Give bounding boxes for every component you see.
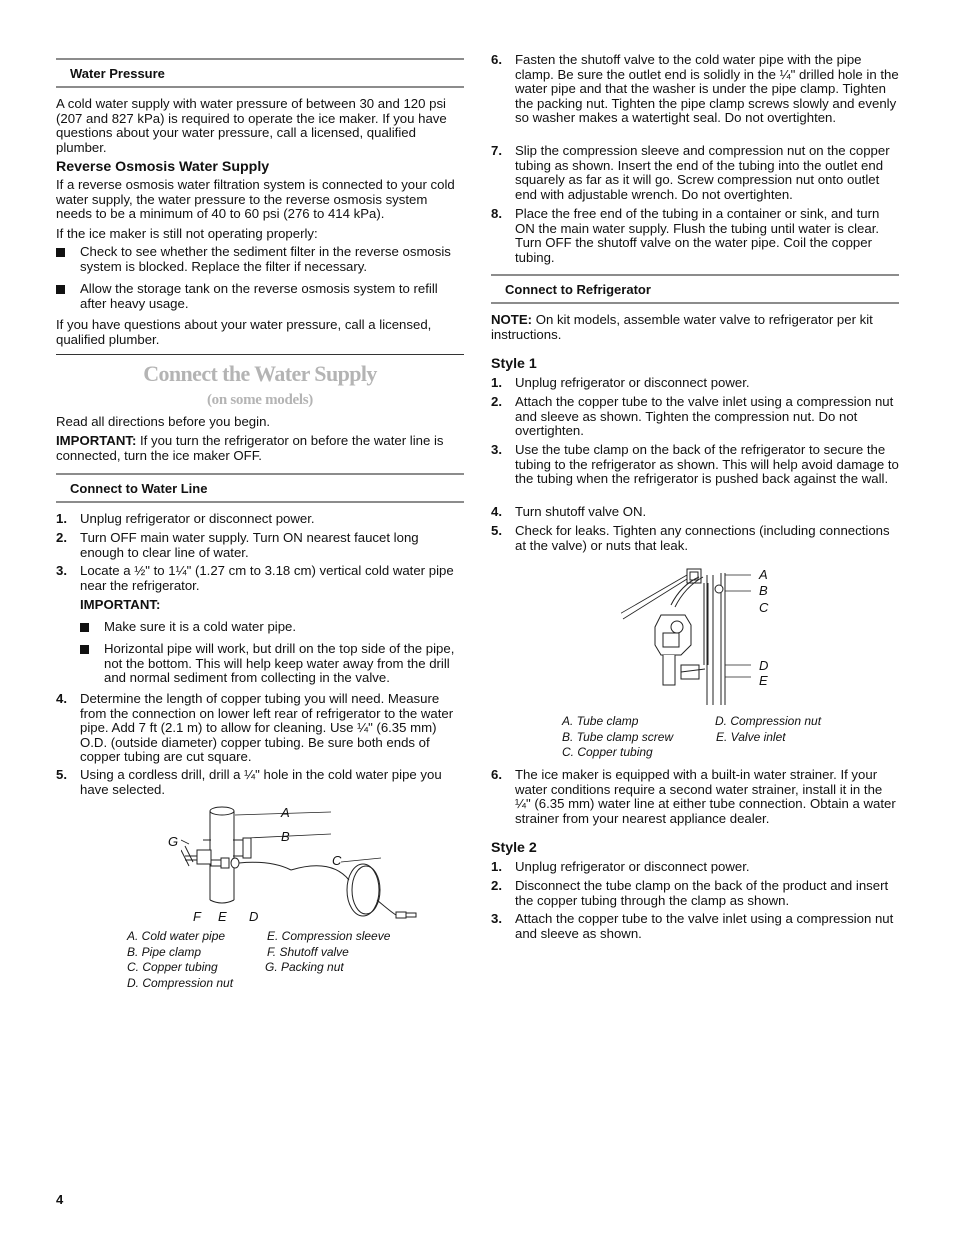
fig2-caption-a: A. Tube clamp xyxy=(562,714,639,728)
shutoff-valve-illustration xyxy=(181,800,421,925)
fig2-caption-d: D. Compression nut xyxy=(715,714,822,728)
step-item: 5. Using a cordless drill, drill a ¼" hole in the cold water pipe you have selected. xyxy=(56,767,442,797)
step-item: 4. Turn shutoff valve ON. xyxy=(491,504,647,519)
fig1-caption-a: A. Cold water pipe xyxy=(127,929,226,943)
fig1-caption-b: B. Pipe clamp xyxy=(127,945,202,959)
step-item: 3. Locate a ½" to 1¼" (1.27 cm to 3.18 cm) vertical cold water pipe near the refrigerator. xyxy=(56,563,454,593)
step3-bullet: Make sure it is a cold water pipe. xyxy=(80,620,464,635)
step-item: 6. The ice maker is equipped with a built-in water strainer. If your water conditions require a second water strainer, install it in the ¼" (6.35 mm) water line at either tube connection. Obtain a water strainer from your nearest appliance dealer. xyxy=(491,767,896,826)
fig1-label-e: E xyxy=(218,909,227,924)
style1-heading: Style 1 xyxy=(491,356,537,372)
step-item: 8. Place the free end of the tubing in a container or sink, and turn ON the main water supply. Flush the tubing until water is clear. Turn OFF the shutoff valve on the water pipe. Coil the copper tubing. xyxy=(491,206,880,265)
water-pressure-body: A cold water supply with water pressure of between 30 and 120 psi (207 and 827 kPa) is required to operate the ice maker. If you have questions about your water pressure, call a licensed, qualified plumber. xyxy=(56,96,447,155)
fig1-label-a: A xyxy=(281,805,290,820)
fig2-label-a: A xyxy=(759,567,768,582)
bullet-square-icon xyxy=(56,248,65,257)
fig2-label-d: D xyxy=(759,658,769,673)
step3-bullet: Horizontal pipe will work, but drill on the top side of the pipe, not the bottom. This will help keep water away from the drill and normal sediment from collecting in the valve. xyxy=(80,642,464,686)
fig1-caption-f: F. Shutoff valve xyxy=(267,945,349,959)
step-item: 6. Fasten the shutoff valve to the cold water pipe with the pipe clamp. Be sure the outlet end is solidly in the ¼" drilled hole in the water pipe and that the washer is under the pipe clamp. Tighten the packing nut. Tighten the pipe clamp screws slowly and evenly so washer makes a watertight seal. Do not overtighten. xyxy=(491,52,899,126)
step3-important: IMPORTANT: xyxy=(80,597,161,612)
fig1-label-f: F xyxy=(193,909,201,924)
fig2-label-b: B xyxy=(759,583,768,598)
connect-water-title: Connect the Water Supply xyxy=(143,361,377,386)
fig1-caption-d: D. Compression nut xyxy=(127,976,234,990)
ro-heading: Reverse Osmosis Water Supply xyxy=(56,159,270,175)
fig1-caption-g: G. Packing nut xyxy=(265,960,344,974)
step-item: 2. Disconnect the tube clamp on the back of the product and insert the copper tubing through the clamp as shown. xyxy=(491,878,889,908)
step-item: 1. Unplug refrigerator or disconnect power. xyxy=(491,375,750,390)
step-item: 1. Unplug refrigerator or disconnect power. xyxy=(56,511,315,526)
bullet-square-icon xyxy=(80,623,89,632)
fig1-caption-e: E. Compression sleeve xyxy=(267,929,391,943)
water-line-heading: Connect to Water Line xyxy=(56,473,464,503)
fig2-caption-b: B. Tube clamp screw xyxy=(562,730,674,744)
ro-closing: If you have questions about your water pressure, call a licensed, qualified plumber. xyxy=(56,317,432,347)
leader-line xyxy=(621,565,691,625)
bullet-square-icon xyxy=(80,645,89,654)
fig1-label-d: D xyxy=(249,909,259,924)
water-pressure-heading: Water Pressure xyxy=(56,58,464,88)
fig1-label-c: C xyxy=(332,853,342,868)
ro-lead: If the ice maker is still not operating properly: xyxy=(56,226,318,241)
step-item: 2. Attach the copper tube to the valve inlet using a compression nut and sleeve as shown. Tighten the compression nut. Do not overtighten. xyxy=(491,394,894,439)
connect-water-subtitle: (on some models) xyxy=(206,392,314,408)
step-item: 7. Slip the compression sleeve and compression nut on the copper tubing as shown. Insert the end of the tubing into the outlet end squarely as far as it will go. Screw compression nut onto outlet end with adjustable wrench. Do not overtighten. xyxy=(491,143,890,202)
fig2-caption-e: E. Valve inlet xyxy=(716,730,786,744)
ro-bullet: Check to see whether the sediment filter in the reverse osmosis system is blocked. Replace the filter if necessary. xyxy=(56,245,464,274)
style2-heading: Style 2 xyxy=(491,840,537,856)
page-number: 4 xyxy=(56,1192,64,1207)
kit-note: NOTE: On kit models, assemble water valve to refrigerator per kit instructions. xyxy=(491,312,873,342)
fig1-caption-c: C. Copper tubing xyxy=(127,960,218,974)
bullet-square-icon xyxy=(56,285,65,294)
step-item: 2. Turn OFF main water supply. Turn ON nearest faucet long enough to clear line of water. xyxy=(56,530,419,560)
ro-body: If a reverse osmosis water filtration system is connected to your cold water supply, the water pressure to the reverse osmosis system needs to be a minimum of 40 to 60 psi (276 to 414 kPa). xyxy=(56,177,455,222)
fig2-label-e: E xyxy=(759,673,768,688)
step-item: 3. Attach the copper tube to the valve inlet using a compression nut and sleeve as shown. xyxy=(491,911,894,941)
step-item: 3. Use the tube clamp on the back of the refrigerator to secure the tubing to the refrigerator as shown. This will help avoid damage to the tubing when the refrigerator is pushed back against the wall. xyxy=(491,442,899,487)
fig1-label-g: G xyxy=(168,834,179,849)
fig1-label-b: B xyxy=(281,829,290,844)
fig2-label-c: C xyxy=(759,600,769,615)
fig2-caption-c: C. Copper tubing xyxy=(562,745,653,759)
ro-bullet: Allow the storage tank on the reverse osmosis system to refill after heavy usage. xyxy=(56,282,464,311)
step-item: 5. Check for leaks. Tighten any connections (including connections at the valve) or nuts that leak. xyxy=(491,523,890,553)
important-note: IMPORTANT: If you turn the refrigerator on before the water line is connected, turn the ice maker OFF. xyxy=(56,433,444,463)
step-item: 4. Determine the length of copper tubing you will need. Measure from the connection on lower left rear of refrigerator to the water pipe. Add 7 ft (2.1 m) to allow for cleaning. Use ¼" (6.35 mm) O.D. (outside diameter) copper tubing. Be sure both ends of copper tubing are cut square. xyxy=(56,691,454,765)
read-directions: Read all directions before you begin. xyxy=(56,414,271,429)
refrigerator-heading: Connect to Refrigerator xyxy=(491,274,899,304)
section-divider xyxy=(56,354,464,355)
step-item: 1. Unplug refrigerator or disconnect power. xyxy=(491,859,750,874)
